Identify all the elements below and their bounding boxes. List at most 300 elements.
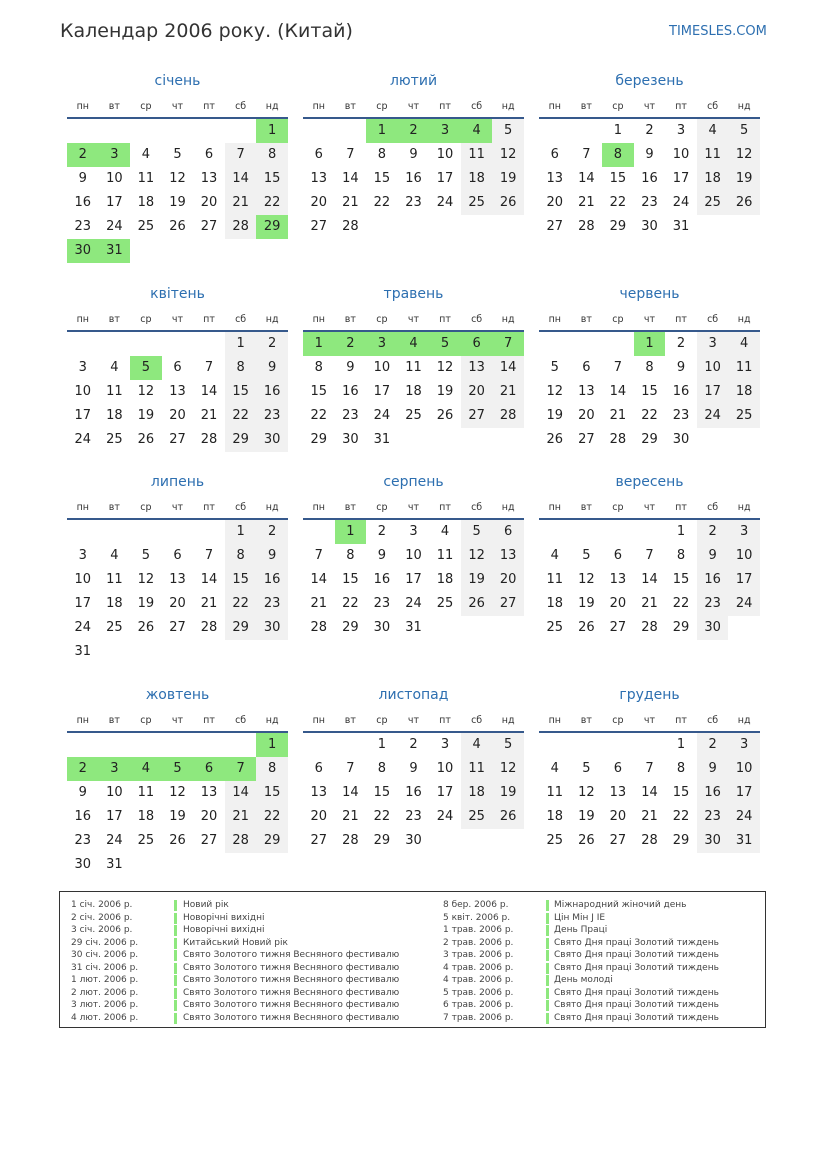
day-cell: 6: [204, 147, 214, 162]
day-cell: 12: [169, 171, 186, 186]
day-cell: 20: [310, 809, 328, 824]
day-cell: 26: [492, 805, 524, 829]
day-cell: 8: [225, 356, 257, 380]
day-cell: 18: [137, 809, 155, 824]
month-name: серпень: [383, 474, 444, 490]
day-cell: 4: [440, 524, 450, 539]
day-cell: 26: [492, 191, 524, 215]
day-cell: 27: [200, 219, 218, 234]
weekday-header: чт: [407, 314, 420, 325]
day-cell: 10: [74, 572, 92, 587]
day-cell: 13: [169, 384, 186, 399]
day-cell: 6: [582, 360, 591, 375]
legend-holiday-name: Свято Дня праці Золотий тиждень: [554, 962, 719, 973]
legend-marker: [546, 975, 549, 986]
day-cell: 16: [74, 809, 92, 824]
day-cell: 16: [697, 568, 729, 592]
day-cell: 25: [137, 833, 155, 848]
day-cell: 9: [676, 360, 686, 375]
day-cell: 6: [173, 360, 182, 375]
day-cell: 20: [609, 809, 627, 824]
legend-date: 4 лют. 2006 р.: [71, 1012, 139, 1023]
legend-marker: [174, 900, 177, 911]
weekday-header: ср: [140, 502, 152, 513]
day-cell: 15: [310, 384, 328, 399]
day-cell: 28: [641, 620, 658, 635]
legend-holiday-name: Новорічні вихідні: [183, 925, 265, 935]
day-cell: 26: [169, 833, 186, 848]
day-cell: 14: [492, 356, 524, 380]
day-cell: 25: [697, 191, 729, 215]
day-cell: 7: [492, 332, 524, 356]
day-cell: 29: [641, 432, 658, 447]
day-cell: 30: [697, 616, 729, 640]
weekday-header: нд: [265, 101, 279, 112]
day-cell: 12: [492, 757, 524, 781]
day-cell: 24: [728, 592, 760, 616]
legend-marker: [546, 1013, 549, 1024]
day-cell: 18: [461, 167, 493, 191]
day-cell: 22: [641, 408, 658, 423]
legend-marker: [174, 925, 177, 936]
legend-date: 4 трав. 2006 р.: [443, 962, 514, 973]
day-cell: 2: [335, 332, 367, 356]
weekday-header: чт: [171, 502, 184, 513]
day-cell: 27: [578, 432, 595, 447]
day-cell: 8: [346, 548, 355, 563]
weekday-header: вт: [108, 502, 120, 513]
day-cell: 17: [697, 380, 729, 404]
day-cell: 6: [613, 548, 623, 563]
day-cell: 29: [373, 833, 391, 848]
day-cell: 3: [429, 119, 461, 143]
day-cell: 7: [204, 360, 214, 375]
day-cell: 21: [641, 596, 658, 611]
day-cell: 31: [672, 219, 690, 234]
day-cell: 25: [106, 432, 123, 447]
day-cell: 29: [256, 829, 288, 853]
day-cell: 25: [461, 191, 493, 215]
day-cell: 13: [546, 171, 564, 186]
legend-date: 5 квіт. 2006 р.: [443, 912, 511, 923]
day-cell: 5: [728, 119, 760, 143]
day-cell: 10: [697, 356, 729, 380]
day-cell: 26: [546, 432, 564, 447]
day-cell: 8: [225, 544, 257, 568]
legend-date: 4 трав. 2006 р.: [443, 975, 514, 985]
day-cell: 23: [641, 195, 658, 210]
legend-holiday-name: Новий рік: [183, 900, 229, 910]
day-cell: 25: [546, 620, 564, 635]
day-cell: 15: [672, 785, 690, 800]
day-cell: 30: [67, 239, 99, 263]
weekday-header: пт: [675, 314, 687, 325]
day-cell: 5: [492, 119, 524, 143]
day-cell: 21: [342, 809, 359, 824]
day-cell: 15: [373, 171, 391, 186]
weekday-header: пт: [203, 502, 215, 513]
day-cell: 15: [672, 572, 690, 587]
weekday-header: сб: [235, 502, 247, 513]
legend-marker: [546, 913, 549, 924]
day-cell: 8: [602, 143, 634, 167]
legend-marker: [546, 950, 549, 961]
day-cell: 23: [342, 408, 359, 423]
day-cell: 17: [728, 781, 760, 805]
legend-holiday-name: Міжнародний жіночий день: [554, 900, 687, 910]
weekday-header: вт: [580, 101, 592, 112]
day-cell: 1: [303, 332, 335, 356]
day-cell: 26: [461, 592, 493, 616]
weekday-header: ср: [140, 314, 152, 325]
legend-holiday-name: Свято Дня праці Золотий тиждень: [554, 1012, 719, 1023]
month-name: квітень: [150, 286, 205, 302]
day-cell: 16: [405, 785, 422, 800]
day-cell: 30: [373, 620, 391, 635]
day-cell: 12: [461, 544, 493, 568]
legend-date: 2 січ. 2006 р.: [71, 912, 133, 923]
day-cell: 2: [697, 733, 729, 757]
day-cell: 17: [436, 785, 454, 800]
day-cell: 13: [578, 384, 595, 399]
day-cell: 12: [492, 143, 524, 167]
day-cell: 11: [106, 572, 123, 587]
weekday-header: чт: [171, 314, 184, 325]
day-cell: 1: [676, 737, 686, 752]
header-rule: [67, 731, 288, 733]
day-cell: 29: [256, 215, 288, 239]
day-cell: 28: [492, 404, 524, 428]
day-cell: 16: [405, 171, 422, 186]
day-cell: 4: [141, 147, 151, 162]
day-cell: 21: [578, 195, 595, 210]
day-cell: 11: [728, 356, 760, 380]
day-cell: 27: [169, 432, 186, 447]
day-cell: 29: [672, 620, 690, 635]
day-cell: 7: [204, 548, 214, 563]
day-cell: 19: [578, 596, 595, 611]
day-cell: 23: [672, 408, 690, 423]
day-cell: 23: [405, 809, 422, 824]
legend-date: 5 трав. 2006 р.: [443, 987, 514, 998]
day-cell: 23: [697, 592, 729, 616]
day-cell: 16: [74, 195, 92, 210]
day-cell: 1: [335, 520, 367, 544]
day-cell: 9: [256, 544, 288, 568]
legend-holiday-name: Новорічні вихідні: [183, 912, 265, 923]
weekday-header: чт: [407, 715, 420, 726]
day-cell: 7: [225, 757, 257, 781]
day-cell: 25: [461, 805, 493, 829]
day-cell: 14: [225, 167, 257, 191]
day-cell: 5: [492, 733, 524, 757]
weekday-header: вт: [344, 314, 356, 325]
day-cell: 10: [728, 544, 760, 568]
weekday-header: сб: [235, 314, 247, 325]
day-cell: 12: [137, 384, 155, 399]
day-cell: 16: [641, 171, 658, 186]
day-cell: 27: [609, 620, 627, 635]
day-cell: 3: [366, 332, 398, 356]
day-cell: 19: [546, 408, 564, 423]
day-cell: 24: [74, 432, 92, 447]
day-cell: 29: [225, 616, 257, 640]
day-cell: 10: [74, 384, 92, 399]
day-cell: 4: [697, 119, 729, 143]
day-cell: 26: [728, 191, 760, 215]
weekday-header: пт: [439, 502, 451, 513]
day-cell: 22: [609, 195, 627, 210]
weekday-header: нд: [737, 715, 751, 726]
weekday-header: сб: [707, 502, 719, 513]
legend-marker: [546, 938, 549, 949]
day-cell: 30: [256, 428, 288, 452]
day-cell: 1: [256, 119, 288, 143]
day-cell: 14: [342, 785, 359, 800]
month-name: грудень: [619, 687, 680, 703]
weekday-header: пн: [312, 101, 325, 112]
day-cell: 15: [225, 380, 257, 404]
day-cell: 20: [609, 596, 627, 611]
weekday-header: вт: [108, 101, 120, 112]
day-cell: 6: [193, 757, 225, 781]
day-cell: 7: [645, 761, 654, 776]
weekday-header: пн: [312, 502, 325, 513]
day-cell: 18: [697, 167, 729, 191]
weekday-header: пн: [76, 502, 89, 513]
weekday-header: сб: [471, 314, 483, 325]
month-name: лютий: [389, 73, 438, 89]
legend-marker: [174, 1000, 177, 1011]
day-cell: 22: [225, 404, 257, 428]
legend-date: 3 трав. 2006 р.: [443, 950, 514, 960]
weekday-header: ср: [612, 502, 624, 513]
weekday-header: чт: [643, 502, 656, 513]
day-cell: 17: [405, 572, 422, 587]
day-cell: 27: [310, 833, 328, 848]
day-cell: 27: [492, 592, 524, 616]
day-cell: 16: [373, 572, 391, 587]
day-cell: 23: [74, 219, 92, 234]
day-cell: 15: [641, 384, 658, 399]
day-cell: 22: [256, 191, 288, 215]
legend-marker: [174, 988, 177, 999]
day-cell: 7: [314, 548, 323, 563]
day-cell: 9: [409, 761, 418, 776]
day-cell: 17: [74, 596, 92, 611]
day-cell: 30: [342, 432, 359, 447]
weekday-header: пт: [675, 502, 687, 513]
day-cell: 11: [546, 572, 564, 587]
day-cell: 10: [436, 761, 454, 776]
day-cell: 13: [461, 356, 493, 380]
day-cell: 8: [377, 761, 387, 776]
weekday-header: нд: [501, 101, 515, 112]
day-cell: 13: [200, 171, 218, 186]
day-cell: 18: [106, 596, 123, 611]
day-cell: 17: [728, 568, 760, 592]
day-cell: 11: [436, 548, 454, 563]
day-cell: 22: [225, 592, 257, 616]
day-cell: 25: [137, 219, 155, 234]
day-cell: 12: [728, 143, 760, 167]
legend-holiday-name: Свято Золотого тижня Весняного фестивалю: [183, 962, 400, 973]
weekday-header: вт: [580, 502, 592, 513]
day-cell: 20: [200, 195, 218, 210]
day-cell: 14: [310, 572, 328, 587]
day-cell: 27: [310, 219, 328, 234]
day-cell: 16: [256, 380, 288, 404]
day-cell: 2: [409, 737, 418, 752]
day-cell: 22: [672, 596, 690, 611]
day-cell: 27: [546, 219, 564, 234]
day-cell: 29: [609, 219, 627, 234]
day-cell: 21: [225, 191, 257, 215]
legend-date: 31 січ. 2006 р.: [71, 962, 139, 973]
header-rule: [67, 117, 288, 119]
day-cell: 30: [697, 829, 729, 853]
weekday-header: вт: [344, 101, 356, 112]
month-name: жовтень: [145, 687, 210, 703]
day-cell: 25: [728, 404, 760, 428]
day-cell: 28: [342, 833, 359, 848]
weekday-header: сб: [471, 502, 483, 513]
weekday-header: пт: [675, 715, 687, 726]
month-name: січень: [154, 73, 201, 89]
day-cell: 3: [697, 332, 729, 356]
day-cell: 23: [697, 805, 729, 829]
day-cell: 9: [377, 548, 387, 563]
day-cell: 21: [225, 805, 257, 829]
day-cell: 8: [645, 360, 654, 375]
day-cell: 23: [74, 833, 92, 848]
day-cell: 28: [310, 620, 328, 635]
weekday-header: пт: [203, 101, 215, 112]
day-cell: 1: [634, 332, 666, 356]
day-cell: 11: [461, 757, 493, 781]
day-cell: 19: [728, 167, 760, 191]
legend-holiday-name: Свято Дня праці Золотий тиждень: [554, 937, 719, 948]
day-cell: 23: [405, 195, 422, 210]
weekday-header: нд: [737, 101, 751, 112]
weekday-header: чт: [643, 101, 656, 112]
day-cell: 14: [641, 785, 658, 800]
day-cell: 29: [672, 833, 690, 848]
day-cell: 10: [405, 548, 422, 563]
legend-holiday-name: Свято Дня праці Золотий тиждень: [554, 987, 719, 998]
weekday-header: нд: [737, 314, 751, 325]
month-name: травень: [383, 286, 444, 302]
day-cell: 8: [256, 757, 288, 781]
day-cell: 20: [546, 195, 564, 210]
day-cell: 20: [169, 596, 186, 611]
day-cell: 12: [546, 384, 564, 399]
day-cell: 24: [74, 620, 92, 635]
weekday-header: чт: [643, 314, 656, 325]
legend-holiday-name: День молоді: [554, 975, 613, 985]
legend-date: 8 бер. 2006 р.: [443, 900, 509, 910]
month-name: березень: [615, 73, 684, 89]
day-cell: 14: [578, 171, 595, 186]
day-cell: 26: [137, 432, 155, 447]
legend-date: 2 трав. 2006 р.: [443, 937, 514, 948]
day-cell: 5: [141, 548, 151, 563]
weekday-header: пн: [548, 314, 561, 325]
weekday-header: пн: [76, 314, 89, 325]
day-cell: 13: [169, 572, 186, 587]
day-cell: 16: [697, 781, 729, 805]
day-cell: 2: [398, 119, 430, 143]
day-cell: 12: [137, 572, 155, 587]
day-cell: 7: [582, 147, 591, 162]
month-name: червень: [619, 286, 680, 302]
day-cell: 21: [342, 195, 359, 210]
weekday-header: вт: [344, 502, 356, 513]
legend-date: 30 січ. 2006 р.: [71, 950, 139, 960]
day-cell: 17: [672, 171, 690, 186]
weekday-header: сб: [707, 314, 719, 325]
day-cell: 21: [641, 809, 658, 824]
day-cell: 7: [645, 548, 654, 563]
day-cell: 25: [405, 408, 422, 423]
day-cell: 25: [546, 833, 564, 848]
day-cell: 9: [78, 785, 87, 800]
day-cell: 24: [373, 408, 391, 423]
day-cell: 18: [461, 781, 493, 805]
day-cell: 31: [728, 829, 760, 853]
weekday-header: нд: [501, 502, 515, 513]
day-cell: 15: [373, 785, 391, 800]
weekday-header: ср: [140, 101, 152, 112]
day-cell: 2: [676, 336, 686, 351]
day-cell: 13: [609, 572, 627, 587]
day-cell: 6: [314, 147, 323, 162]
legend-date: 1 трав. 2006 р.: [443, 925, 514, 935]
holiday-legend: [59, 891, 766, 1028]
day-cell: 17: [106, 809, 123, 824]
legend-date: 2 лют. 2006 р.: [71, 987, 139, 998]
legend-date: 7 трав. 2006 р.: [443, 1012, 514, 1023]
day-cell: 2: [645, 123, 654, 138]
day-cell: 6: [173, 548, 182, 563]
day-cell: 8: [377, 147, 387, 162]
day-cell: 29: [225, 428, 257, 452]
day-cell: 23: [256, 404, 288, 428]
day-cell: 24: [106, 833, 123, 848]
day-cell: 12: [436, 360, 454, 375]
day-cell: 2: [67, 143, 99, 167]
day-cell: 31: [106, 857, 123, 872]
weekday-header: нд: [501, 314, 515, 325]
legend-marker: [546, 900, 549, 911]
legend-holiday-name: Китайський Новий рік: [183, 937, 288, 948]
day-cell: 19: [436, 384, 454, 399]
site-link[interactable]: TIMESLES.COM: [669, 24, 767, 39]
day-cell: 24: [672, 195, 690, 210]
day-cell: 1: [256, 733, 288, 757]
day-cell: 15: [609, 171, 627, 186]
day-cell: 3: [78, 548, 87, 563]
day-cell: 31: [99, 239, 131, 263]
day-cell: 24: [106, 219, 123, 234]
day-cell: 20: [492, 568, 524, 592]
day-cell: 3: [728, 520, 760, 544]
day-cell: 1: [225, 332, 257, 356]
legend-holiday-name: Свято Дня праці Золотий тиждень: [554, 950, 719, 960]
day-cell: 24: [405, 596, 422, 611]
day-cell: 2: [67, 757, 99, 781]
day-cell: 6: [492, 520, 524, 544]
